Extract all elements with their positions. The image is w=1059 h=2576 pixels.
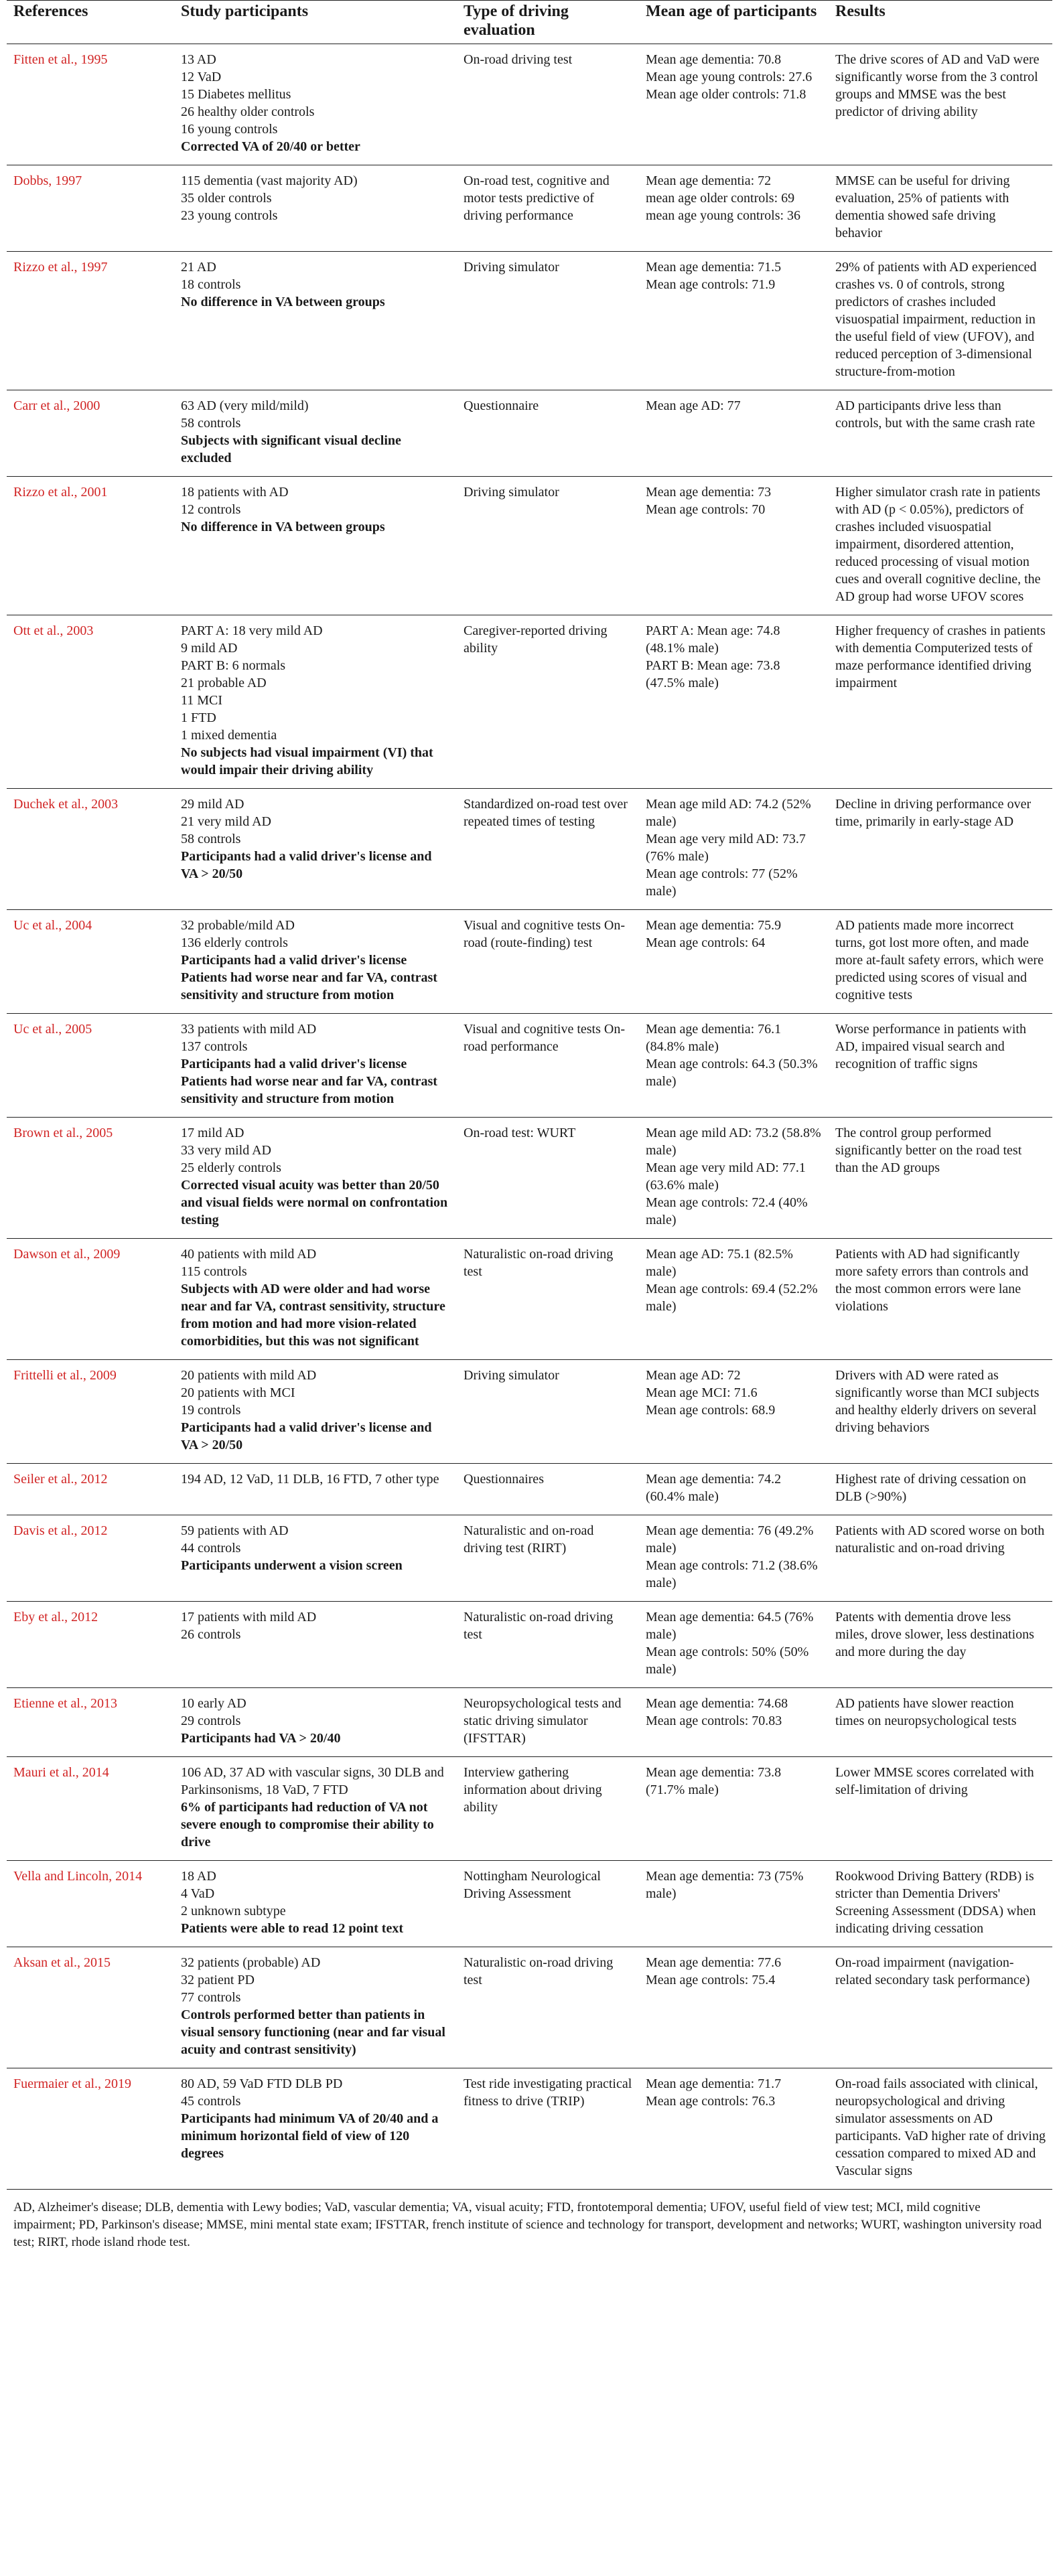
table-row (7, 1861, 1052, 1947)
vision-note: Controls performed better than patients in visual sensory functioning (near and far visual acuity and contrast sensitivity) (181, 2007, 445, 2057)
evaluation-cell: Test ride investigating practical fitness to drive (TRIP) (464, 2076, 632, 2109)
results-cell: On-road impairment (navigation-related secondary task performance) (835, 1955, 1030, 1987)
reference-link[interactable]: Eby et al., 2012 (13, 1610, 98, 1624)
vision-note: Participants had a valid driver's license and VA > 20/50 (181, 849, 432, 881)
reference-cell (7, 1118, 174, 1239)
participant-line: 32 patients (probable) AD (181, 1955, 321, 1970)
table-row (7, 910, 1052, 1014)
results-cell: On-road fails associated with clinical, neuropsychological and driving simulator assessments on AD participants. VaD higher rate of driving cessation compared to mixed AD and Vascular signs (835, 2076, 1046, 2178)
mean-age-line: Mean age dementia: 74.2 (60.4% male) (646, 1472, 782, 1504)
mean-age-line: Mean age controls: 77 (52% male) (646, 866, 798, 899)
mean-age-line: Mean age AD: 72 (646, 1368, 741, 1383)
reference-link[interactable]: Carr et al., 2000 (13, 398, 100, 413)
evaluation-cell: Standardized on-road test over repeated times of testing (464, 797, 628, 829)
reference-link[interactable]: Duchek et al., 2003 (13, 797, 119, 812)
participant-line: 115 dementia (vast majority AD) (181, 173, 358, 188)
mean-age-line: Mean age dementia: 71.5 (646, 260, 782, 275)
participants-cell (174, 1360, 457, 1464)
evaluation-cell: Visual and cognitive tests On-road (route-finding) test (464, 918, 625, 950)
participant-line: 32 probable/mild AD (181, 918, 295, 933)
participant-line: 115 controls (181, 1264, 247, 1279)
mean-age-cell (639, 1118, 829, 1239)
participants-cell (174, 1602, 457, 1688)
participant-line: 58 controls (181, 416, 241, 431)
mean-age-cell (639, 1014, 829, 1118)
participant-line: 194 AD, 12 VaD, 11 DLB, 16 FTD, 7 other type (181, 1472, 439, 1487)
results-cell: Rookwood Driving Battery (RDB) is stricter than Dementia Drivers' Screening Assessment (DDSA) when indicating driving cessation (835, 1869, 1036, 1936)
results-cell: Lower MMSE scores correlated with self-limitation of driving (835, 1765, 1034, 1797)
table-header (7, 1, 1052, 44)
participant-line: 9 mild AD (181, 641, 238, 656)
participant-line: 136 elderly controls (181, 935, 288, 950)
studies-table (7, 0, 1052, 2190)
results-cell: AD patients have slower reaction times on neuropsychological tests (835, 1696, 1017, 1728)
participant-line: 23 young controls (181, 208, 278, 223)
table-row (7, 390, 1052, 477)
mean-age-cell (639, 1757, 829, 1861)
reference-link[interactable]: Uc et al., 2005 (13, 1022, 92, 1037)
header-participants: Study participants (181, 3, 309, 20)
evaluation-cell: Neuropsychological tests and static driving simulator (IFSTTAR) (464, 1696, 622, 1746)
mean-age-line: Mean age very mild AD: 73.7 (76% male) (646, 832, 806, 864)
vision-note: 6% of participants had reduction of VA not severe enough to compromise their ability to drive (181, 1800, 434, 1849)
mean-age-line: Mean age older controls: 71.8 (646, 87, 806, 102)
table-row (7, 1515, 1052, 1602)
participant-line: 21 AD (181, 260, 216, 275)
results-cell: The drive scores of AD and VaD were significantly worse from the 3 control groups and MMSE was the best predictor of driving ability (835, 52, 1040, 119)
participant-line: PART A: 18 very mild AD (181, 623, 323, 638)
evaluation-cell: Naturalistic and on-road driving test (RIRT) (464, 1523, 594, 1556)
participants-cell (174, 1239, 457, 1360)
evaluation-cell: Visual and cognitive tests On-road performance (464, 1022, 625, 1054)
participant-line: 13 AD (181, 52, 216, 67)
participant-line: 21 very mild AD (181, 814, 271, 829)
vision-note: Corrected VA of 20/40 or better (181, 139, 360, 154)
reference-cell (7, 789, 174, 910)
reference-cell (7, 477, 174, 615)
mean-age-cell (639, 390, 829, 477)
mean-age-cell (639, 615, 829, 789)
mean-age-line: Mean age controls: 70.83 (646, 1714, 782, 1728)
results-cell: Patients with AD scored worse on both naturalistic and on-road driving (835, 1523, 1045, 1556)
participants-cell (174, 910, 457, 1014)
reference-link[interactable]: Frittelli et al., 2009 (13, 1368, 117, 1383)
evaluation-cell: Driving simulator (464, 260, 559, 275)
mean-age-cell (639, 1947, 829, 2068)
reference-link[interactable]: Etienne et al., 2013 (13, 1696, 117, 1711)
participant-line: PART B: 6 normals (181, 658, 286, 673)
table-row (7, 1239, 1052, 1360)
table-row (7, 252, 1052, 390)
mean-age-line: Mean age dementia: 70.8 (646, 52, 782, 67)
table-row (7, 1947, 1052, 2068)
results-cell: AD participants drive less than controls, but with the same crash rate (835, 398, 1036, 431)
results-cell: Drivers with AD were rated as significantly worse than MCI subjects and healthy elderly drivers on several driving behaviors (835, 1368, 1040, 1435)
participant-line: 16 young controls (181, 122, 278, 137)
mean-age-line: Mean age controls: 50% (50% male) (646, 1645, 809, 1677)
vision-note: Patients were able to read 12 point text (181, 1921, 403, 1936)
evaluation-cell: On-road driving test (464, 52, 573, 67)
header-evaluation: Type of driving evaluation (464, 3, 569, 39)
evaluation-cell: Naturalistic on-road driving test (464, 1247, 614, 1279)
participant-line: 63 AD (very mild/mild) (181, 398, 309, 413)
mean-age-line: Mean age dementia: 64.5 (76% male) (646, 1610, 814, 1642)
table-row (7, 1757, 1052, 1861)
vision-note: Subjects with significant visual decline excluded (181, 433, 401, 465)
reference-link[interactable]: Fuermaier et al., 2019 (13, 2076, 132, 2091)
mean-age-cell (639, 1688, 829, 1757)
participant-line: 29 controls (181, 1714, 241, 1728)
reference-link[interactable]: Dobbs, 1997 (13, 173, 82, 188)
reference-cell (7, 910, 174, 1014)
mean-age-line: Mean age mild AD: 73.2 (58.8% male) (646, 1126, 821, 1158)
vision-note: Corrected visual acuity was better than 20/50 and visual fields were normal on confrontation testing (181, 1178, 448, 1227)
participant-line: 1 mixed dementia (181, 728, 277, 743)
table-row (7, 1464, 1052, 1515)
reference-cell (7, 44, 174, 165)
participant-line: 2 unknown subtype (181, 1904, 286, 1918)
participant-line: 12 controls (181, 502, 241, 517)
mean-age-line: Mean age AD: 77 (646, 398, 741, 413)
participant-line: 35 older controls (181, 191, 272, 206)
participant-line: 26 controls (181, 1627, 241, 1642)
table-row (7, 44, 1052, 165)
vision-note: No difference in VA between groups (181, 520, 385, 534)
results-cell: Patents with dementia drove less miles, drove slower, less destinations and more during the day (835, 1610, 1034, 1659)
evaluation-cell: Driving simulator (464, 485, 559, 500)
mean-age-line: Mean age very mild AD: 77.1 (63.6% male) (646, 1160, 806, 1193)
results-cell: 29% of patients with AD experienced crashes vs. 0 of controls, strong predictors of crashes included visuospatial impairment, reduction in the useful field of view (UFOV), and reduced perception of 3-dimensional structure-from-motion (835, 260, 1037, 379)
results-cell: The control group performed significantly better on the road test than the AD groups (835, 1126, 1022, 1175)
mean-age-cell (639, 2068, 829, 2190)
participant-line: 33 very mild AD (181, 1143, 271, 1158)
reference-cell (7, 2068, 174, 2190)
results-cell: MMSE can be useful for driving evaluation, 25% of patients with dementia showed safe driving behavior (835, 173, 1010, 240)
table-row (7, 1360, 1052, 1464)
vision-note: Participants had a valid driver's license Patients had worse near and far VA, contrast sensitivity and structure from motion (181, 953, 437, 1002)
mean-age-line: mean age older controls: 69 (646, 191, 795, 206)
reference-link[interactable]: Rizzo et al., 2001 (13, 485, 108, 500)
participant-line: 25 elderly controls (181, 1160, 281, 1175)
table-row (7, 1014, 1052, 1118)
mean-age-line: Mean age dementia: 74.68 (646, 1696, 788, 1711)
results-cell: Worse performance in patients with AD, impaired visual search and recognition of traffic signs (835, 1022, 1026, 1071)
mean-age-line: Mean age dementia: 75.9 (646, 918, 782, 933)
participant-line: 77 controls (181, 1990, 241, 2005)
evaluation-cell: Nottingham Neurological Driving Assessment (464, 1869, 601, 1901)
mean-age-line: Mean age dementia: 77.6 (646, 1955, 782, 1970)
mean-age-line: Mean age controls: 64.3 (50.3% male) (646, 1057, 818, 1089)
mean-age-cell (639, 1239, 829, 1360)
participants-cell (174, 1757, 457, 1861)
mean-age-line: Mean age controls: 75.4 (646, 1973, 776, 1987)
reference-link[interactable]: Fitten et al., 1995 (13, 52, 108, 67)
reference-cell (7, 615, 174, 789)
results-cell: AD patients made more incorrect turns, got lost more often, and made more at-fault safety errors, which were predicted using scores of visual and cognitive tests (835, 918, 1044, 1002)
mean-age-line: Mean age dementia: 71.7 (646, 2076, 782, 2091)
participants-cell (174, 1947, 457, 2068)
reference-cell (7, 1239, 174, 1360)
mean-age-line: PART B: Mean age: 73.8 (47.5% male) (646, 658, 780, 690)
participant-line: 18 AD (181, 1869, 216, 1884)
participant-line: 19 controls (181, 1403, 241, 1418)
header-results: Results (835, 3, 886, 20)
participants-cell (174, 2068, 457, 2190)
participant-line: 4 VaD (181, 1886, 215, 1901)
results-cell: Patients with AD had significantly more safety errors than controls and the most common errors were lane violations (835, 1247, 1029, 1314)
mean-age-line: Mean age dementia: 73 (646, 485, 772, 500)
vision-note: Participants had minimum VA of 20/40 and a minimum horizontal field of view of 120 degrees (181, 2111, 439, 2161)
mean-age-cell (639, 1464, 829, 1515)
mean-age-line: Mean age mild AD: 74.2 (52% male) (646, 797, 811, 829)
reference-cell (7, 1360, 174, 1464)
mean-age-line: Mean age controls: 76.3 (646, 2094, 776, 2109)
reference-cell (7, 1602, 174, 1688)
mean-age-line: Mean age controls: 71.9 (646, 277, 776, 292)
participants-cell (174, 252, 457, 390)
table-row (7, 2068, 1052, 2190)
mean-age-cell (639, 1602, 829, 1688)
vision-note: Participants had VA > 20/40 (181, 1731, 341, 1746)
reference-link[interactable]: Uc et al., 2004 (13, 918, 92, 933)
mean-age-line: Mean age controls: 64 (646, 935, 766, 950)
table-row (7, 1602, 1052, 1688)
table-row (7, 477, 1052, 615)
reference-cell (7, 1757, 174, 1861)
participant-line: 11 MCI (181, 693, 223, 708)
mean-age-cell (639, 1861, 829, 1947)
reference-link[interactable]: Seiler et al., 2012 (13, 1472, 108, 1487)
participant-line: 20 patients with MCI (181, 1385, 295, 1400)
table-row (7, 615, 1052, 789)
participant-line: 33 patients with mild AD (181, 1022, 317, 1037)
mean-age-line: Mean age controls: 68.9 (646, 1403, 776, 1418)
participants-cell (174, 390, 457, 477)
participant-line: 18 controls (181, 277, 241, 292)
participants-cell (174, 789, 457, 910)
participant-line: 26 healthy older controls (181, 104, 315, 119)
reference-link[interactable]: Mauri et al., 2014 (13, 1765, 109, 1780)
evaluation-cell: Questionnaire (464, 398, 539, 413)
vision-note: Participants had a valid driver's license and VA > 20/50 (181, 1420, 432, 1452)
mean-age-line: Mean age dementia: 72 (646, 173, 772, 188)
participant-line: 20 patients with mild AD (181, 1368, 317, 1383)
participant-line: 40 patients with mild AD (181, 1247, 317, 1262)
mean-age-cell (639, 1360, 829, 1464)
mean-age-cell (639, 252, 829, 390)
header-references: References (13, 3, 88, 20)
reference-cell (7, 390, 174, 477)
participant-line: 21 probable AD (181, 676, 267, 690)
mean-age-cell (639, 165, 829, 252)
participants-cell (174, 615, 457, 789)
mean-age-cell (639, 477, 829, 615)
participants-cell (174, 44, 457, 165)
mean-age-line: mean age young controls: 36 (646, 208, 801, 223)
mean-age-line: Mean age controls: 71.2 (38.6% male) (646, 1558, 818, 1590)
table-body (7, 44, 1052, 2190)
reference-cell (7, 1014, 174, 1118)
participant-line: 59 patients with AD (181, 1523, 289, 1538)
mean-age-line: Mean age young controls: 27.6 (646, 70, 813, 84)
table-row (7, 1688, 1052, 1757)
participant-line: 137 controls (181, 1039, 248, 1054)
mean-age-line: Mean age dementia: 76 (49.2% male) (646, 1523, 814, 1556)
reference-link[interactable]: Ott et al., 2003 (13, 623, 94, 638)
reference-cell (7, 1688, 174, 1757)
abbreviations-footnote: AD, Alzheimer's disease; DLB, dementia with Lewy bodies; VaD, vascular dementia; VA, visual acuity; FTD, frontotemporal dementia; UFOV, useful field of view test; MCI, mild cognitive impairment; PD, Parkinson's disease; MMSE, mini mental state exam; IFSTTAR, french institute of science and technology for transport, development and networks; WURT, washington university road test; RIRT, rhode island rhode test. (13, 2200, 1042, 2249)
evaluation-cell: Driving simulator (464, 1368, 559, 1383)
reference-link[interactable]: Vella and Lincoln, 2014 (13, 1869, 143, 1884)
participants-cell (174, 1118, 457, 1239)
participants-cell (174, 1515, 457, 1602)
results-cell: Higher frequency of crashes in patients with dementia Computerized tests of maze performance identified driving impairment (835, 623, 1046, 690)
participant-line: 44 controls (181, 1541, 241, 1556)
header-mean-age: Mean age of participants (646, 3, 817, 20)
reference-cell (7, 165, 174, 252)
mean-age-cell (639, 44, 829, 165)
mean-age-line: Mean age controls: 70 (646, 502, 766, 517)
reference-cell (7, 252, 174, 390)
participant-line: 10 early AD (181, 1696, 246, 1711)
participant-line: 18 patients with AD (181, 485, 289, 500)
mean-age-line: Mean age controls: 72.4 (40% male) (646, 1195, 808, 1227)
participant-line: 29 mild AD (181, 797, 244, 812)
reference-link[interactable]: Davis et al., 2012 (13, 1523, 108, 1538)
header-row (7, 1, 1052, 44)
mean-age-line: Mean age MCI: 71.6 (646, 1385, 758, 1400)
participant-line: 17 patients with mild AD (181, 1610, 317, 1624)
participants-cell (174, 165, 457, 252)
participant-line: 17 mild AD (181, 1126, 244, 1140)
reference-cell (7, 1515, 174, 1602)
evaluation-cell: Interview gathering information about driving ability (464, 1765, 602, 1815)
reference-link[interactable]: Brown et al., 2005 (13, 1126, 113, 1140)
mean-age-line: Mean age dementia: 73 (75% male) (646, 1869, 804, 1901)
participants-cell (174, 1861, 457, 1947)
mean-age-cell (639, 1515, 829, 1602)
mean-age-line: Mean age AD: 75.1 (82.5% male) (646, 1247, 793, 1279)
evaluation-cell: Questionnaires (464, 1472, 544, 1487)
vision-note: Subjects with AD were older and had worse near and far VA, contrast sensitivity, structure from motion and had more vision-related comorbidities, but this was not significant (181, 1282, 445, 1349)
reference-link[interactable]: Dawson et al., 2009 (13, 1247, 121, 1262)
reference-cell (7, 1464, 174, 1515)
participant-line: 45 controls (181, 2094, 241, 2109)
vision-note: No subjects had visual impairment (VI) that would impair their driving ability (181, 745, 433, 777)
reference-link[interactable]: Rizzo et al., 1997 (13, 260, 108, 275)
table-row (7, 789, 1052, 910)
mean-age-line: Mean age dementia: 73.8 (71.7% male) (646, 1765, 782, 1797)
reference-link[interactable]: Aksan et al., 2015 (13, 1955, 111, 1970)
participant-line: 58 controls (181, 832, 241, 846)
participant-line: 1 FTD (181, 710, 216, 725)
evaluation-cell: On-road test, cognitive and motor tests predictive of driving performance (464, 173, 610, 223)
mean-age-cell (639, 910, 829, 1014)
evaluation-cell: Caregiver-reported driving ability (464, 623, 608, 656)
results-cell: Highest rate of driving cessation on DLB (>90%) (835, 1472, 1026, 1504)
table-row (7, 1118, 1052, 1239)
mean-age-line: Mean age controls: 69.4 (52.2% male) (646, 1282, 818, 1314)
evaluation-cell: Naturalistic on-road driving test (464, 1955, 614, 1987)
table-row (7, 165, 1052, 252)
participants-cell (174, 477, 457, 615)
vision-note: Participants underwent a vision screen (181, 1558, 403, 1573)
results-cell: Higher simulator crash rate in patients with AD (p < 0.05%), predictors of crashes included visuospatial impairment, disordered attention, reduced processing of visual motion cues and overall cognitive decline, the AD group had worse UFOV scores (835, 485, 1041, 604)
results-cell: Decline in driving performance over time, primarily in early-stage AD (835, 797, 1032, 829)
evaluation-cell: On-road test: WURT (464, 1126, 576, 1140)
mean-age-line: PART A: Mean age: 74.8 (48.1% male) (646, 623, 780, 656)
mean-age-line: Mean age dementia: 76.1 (84.8% male) (646, 1022, 782, 1054)
evaluation-cell: Naturalistic on-road driving test (464, 1610, 614, 1642)
participant-line: 80 AD, 59 VaD FTD DLB PD (181, 2076, 343, 2091)
participants-cell (174, 1688, 457, 1757)
participant-line: 12 VaD (181, 70, 222, 84)
vision-note: Participants had a valid driver's license Patients had worse near and far VA, contrast sensitivity and structure from motion (181, 1057, 437, 1106)
participants-cell (174, 1014, 457, 1118)
participant-line: 32 patient PD (181, 1973, 255, 1987)
participant-line: 15 Diabetes mellitus (181, 87, 291, 102)
mean-age-cell (639, 789, 829, 910)
participants-cell (174, 1464, 457, 1515)
participant-line: 106 AD, 37 AD with vascular signs, 30 DLB and Parkinsonisms, 18 VaD, 7 FTD (181, 1765, 444, 1797)
vision-note: No difference in VA between groups (181, 295, 385, 309)
reference-cell (7, 1947, 174, 2068)
reference-cell (7, 1861, 174, 1947)
